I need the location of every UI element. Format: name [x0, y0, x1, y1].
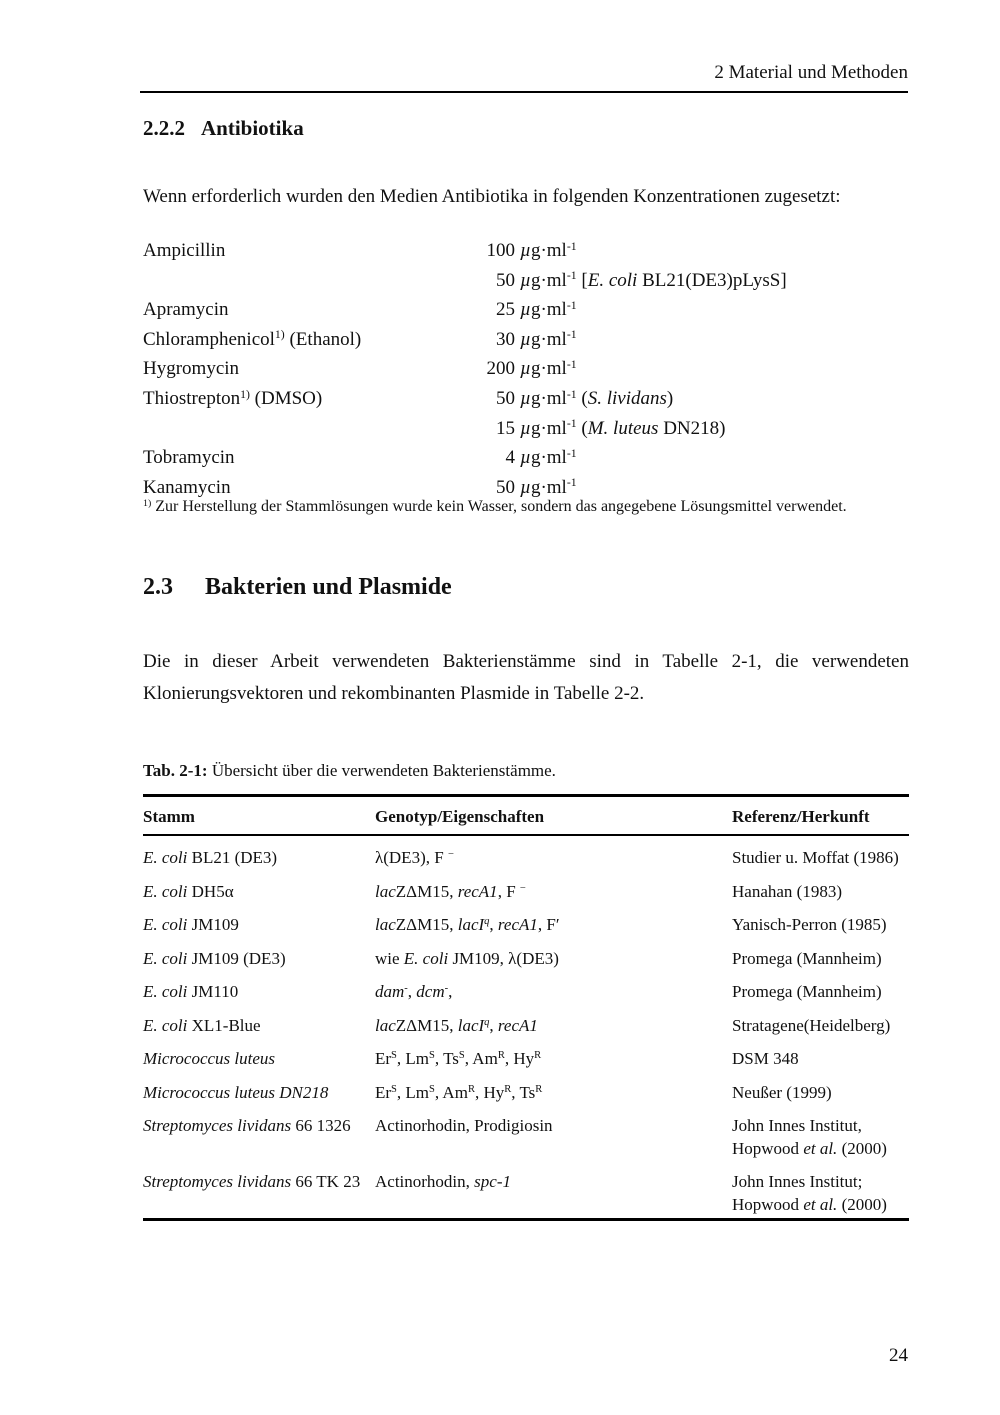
- bakterien-paragraph: Die in dieser Arbeit verwendeten Bakterienstämme sind in Tabelle 2-1, die verwendeten Klonierungsvektoren und rekombinanten Plasmide in Tabelle 2-2.: [143, 651, 909, 704]
- antibiotic-concentration: [483, 295, 577, 325]
- cell-stamm: E. coli BL21 (DE3): [143, 848, 278, 867]
- table-caption-text: Übersicht über die verwendeten Bakterienstämme.: [207, 761, 556, 780]
- concentration-amount: 50: [496, 269, 515, 291]
- strain-table-body: [143, 836, 909, 1221]
- table-caption-label: Tab. 2-1:: [143, 761, 208, 780]
- cell-genotyp: wie E. coli JM109, λ(DE3): [375, 948, 559, 968]
- antibiotic-row: [143, 266, 909, 296]
- table-caption: [143, 761, 909, 781]
- antibiotika-intro-paragraph: Wenn erforderlich wurden den Medien Antibiotika in folgenden Konzentrationen zugesetzt:: [143, 186, 841, 207]
- concentration-unit: $\mu g\cdot ml^{-1}$: [520, 239, 577, 261]
- concentration-amount: 25: [496, 299, 515, 321]
- footnote-marker: 1): [143, 497, 152, 509]
- antibiotic-row: [143, 236, 909, 266]
- antibiotic-concentration: [483, 443, 577, 473]
- cell-stamm: E. coli JM109 (DE3): [143, 948, 286, 968]
- cell-referenz: Hanahan (1983): [732, 881, 842, 901]
- cell-genotyp: Actinorhodin, spc-1: [375, 1172, 511, 1191]
- section-heading-bakterien: [143, 574, 452, 601]
- antibiotic-row: [143, 295, 909, 325]
- cell-stamm: Micrococcus luteus: [143, 1049, 276, 1068]
- concentration-unit: $\mu g\cdot ml^{-1}$: [520, 298, 577, 321]
- cell-referenz: Studier u. Moffat (1986): [732, 848, 899, 867]
- page-number: 24: [889, 1345, 908, 1366]
- concentration-amount: 50: [496, 387, 515, 409]
- cell-referenz: John Innes Institut; Hopwood et al. (2000): [732, 1172, 887, 1214]
- antibiotic-row: [143, 325, 909, 355]
- antibiotic-row: [143, 384, 909, 414]
- concentration-amount: 50: [496, 476, 515, 498]
- cell-referenz: Promega (Mannheim): [732, 948, 882, 968]
- antibiotic-concentration: [483, 354, 577, 384]
- antibiotic-name: Apramycin: [143, 299, 229, 321]
- concentration-unit: $\mu g\cdot ml^{-1}$ (M. luteus DN218): [520, 417, 726, 439]
- concentration-amount: 200: [486, 358, 515, 380]
- cell-genotyp: Actinorhodin, Prodigiosin: [375, 1116, 553, 1135]
- column-header-stamm: Stamm: [143, 807, 195, 826]
- antibiotic-concentration: [483, 414, 725, 444]
- cell-stamm: Micrococcus luteus DN218: [143, 1082, 329, 1102]
- antibiotic-name: Kanamycin: [143, 476, 231, 498]
- concentration-unit: $\mu g\cdot ml^{-1}$: [520, 446, 577, 469]
- strain-table: [143, 794, 909, 1221]
- section-heading-antibiotika: [143, 116, 304, 141]
- antibiotic-name: Ampicillin: [143, 240, 226, 261]
- cell-stamm: E. coli XL1-Blue: [143, 1015, 261, 1035]
- section-title: Bakterien und Plasmide: [205, 574, 452, 600]
- antibiotic-name: Hygromycin: [143, 358, 240, 380]
- antibiotic-concentration: [483, 266, 787, 296]
- concentration-amount: 30: [496, 328, 515, 350]
- concentration-unit: $\mu g\cdot ml^{-1}$: [520, 328, 577, 350]
- cell-stamm: E. coli JM109: [143, 915, 239, 934]
- cell-referenz: DSM 348: [732, 1049, 799, 1068]
- cell-referenz: Neußer (1999): [732, 1082, 832, 1102]
- cell-stamm: E. coli JM110: [143, 982, 239, 1001]
- antibiotic-row: [143, 443, 909, 473]
- antibiotic-row: [143, 354, 909, 384]
- column-header-genotyp: Genotyp/Eigenschaften: [375, 807, 545, 826]
- cell-stamm: Streptomyces lividans 66 1326: [143, 1116, 351, 1135]
- cell-genotyp: $Er^S$, $Lm^S$, $Ts^S$, $Am^R$, $Hy^R$: [375, 1049, 542, 1068]
- footnote-text: Zur Herstellung der Stammlösungen wurde kein Wasser, sondern das angegebene Lösungsmittel verwendet.: [151, 498, 847, 515]
- antibiotic-name: Tobramycin: [143, 447, 235, 469]
- column-header-referenz: Referenz/Herkunft: [732, 807, 870, 826]
- concentration-unit: $\mu g\cdot ml^{-1}$: [520, 357, 577, 380]
- header-rule: [140, 91, 908, 93]
- cell-referenz: Stratagene(Heidelberg): [732, 1015, 891, 1035]
- antibiotic-name: Thiostrepton$^{1)}$ (DMSO): [143, 387, 323, 409]
- antibiotics-list: [143, 236, 909, 502]
- concentration-unit: $\mu g\cdot ml^{-1}$ (S. lividans): [520, 387, 674, 409]
- running-header: 2 Material und Methoden: [714, 62, 908, 83]
- concentration-amount: 4: [505, 447, 515, 469]
- concentration-amount: 15: [496, 417, 515, 439]
- cell-genotyp: λ(DE3), F −: [375, 848, 454, 867]
- cell-stamm: E. coli DH5α: [143, 881, 234, 901]
- concentration-unit: $\mu g\cdot ml^{-1}$: [520, 476, 577, 498]
- strain-table-header: [143, 794, 909, 836]
- cell-genotyp: lacZΔM15, lacI$^q$, recA1, F′: [375, 915, 560, 934]
- cell-genotyp: lacZΔM15, recA1, F −: [375, 881, 526, 901]
- section-title: Antibiotika: [201, 116, 304, 140]
- cell-genotyp: lacZΔM15, lacI$^q$, recA1: [375, 1015, 538, 1035]
- footnote: [143, 496, 909, 517]
- antibiotic-row: [143, 414, 909, 444]
- section-number: 2.2.2: [143, 116, 185, 140]
- cell-referenz: John Innes Institut, Hopwood et al. (2000): [732, 1116, 887, 1158]
- cell-referenz: Promega (Mannheim): [732, 982, 882, 1001]
- cell-genotyp: dam-, dcm-,: [375, 982, 453, 1001]
- antibiotic-concentration: [483, 384, 673, 414]
- cell-referenz: Yanisch-Perron (1985): [732, 915, 887, 934]
- concentration-amount: 100: [486, 240, 515, 261]
- concentration-unit: $\mu g\cdot ml^{-1}$ [E. coli BL21(DE3)pLysS]: [520, 269, 787, 291]
- antibiotic-name: Chloramphenicol$^{1)}$ (Ethanol): [143, 328, 362, 350]
- section-number: 2.3: [143, 574, 173, 600]
- antibiotic-concentration: [483, 325, 577, 355]
- antibiotic-concentration: [483, 236, 577, 266]
- cell-stamm: Streptomyces lividans 66 TK 23: [143, 1172, 361, 1191]
- cell-genotyp: $Er^S$, $Lm^S$, $Am^R$, $Hy^R$, $Ts^R$: [375, 1082, 543, 1102]
